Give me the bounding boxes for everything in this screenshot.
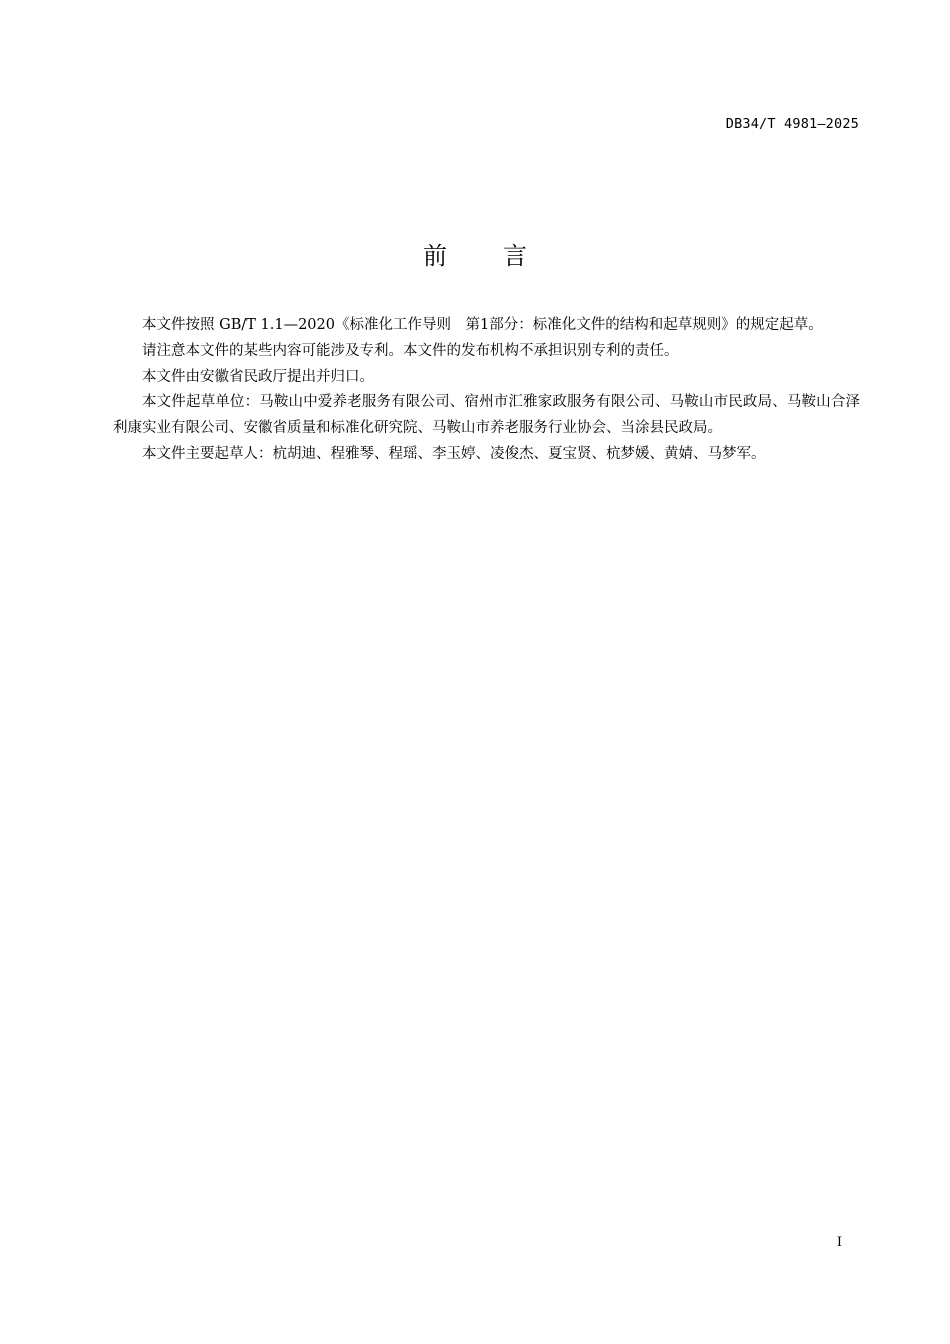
paragraph-patent-notice: 请注意本文件的某些内容可能涉及专利。本文件的发布机构不承担识别专利的责任。 (142, 342, 679, 359)
paragraph-proposer: 本文件由安徽省民政厅提出并归口。 (142, 368, 374, 385)
section-title-foreword: 前言 (423, 242, 583, 270)
paragraph-drafting-rules: 本文件按照 GB/T 1.1—2020《标准化工作导则 第1部分：标准化文件的结构和起草规则》的规定起草。 (142, 317, 823, 333)
document-code: DB34/T 4981—2025 (725, 116, 859, 132)
page-number: I (836, 1235, 842, 1250)
paragraph-drafting-units: 本文件起草单位：马鞍山中爱养老服务有限公司、宿州市汇雅家政服务有限公司、马鞍山市民政局、马鞍山合泽利康实业有限公司、安徽省质量和标准化研究院、马鞍山市养老服务行业协会、当涂县民政局。 (113, 394, 860, 437)
foreword-body (113, 313, 860, 468)
paragraph-drafters: 本文件主要起草人：杭胡迪、程雅琴、程瑶、李玉婷、凌俊杰、夏宝贤、杭梦媛、黄婧、马梦军。 (142, 445, 766, 462)
